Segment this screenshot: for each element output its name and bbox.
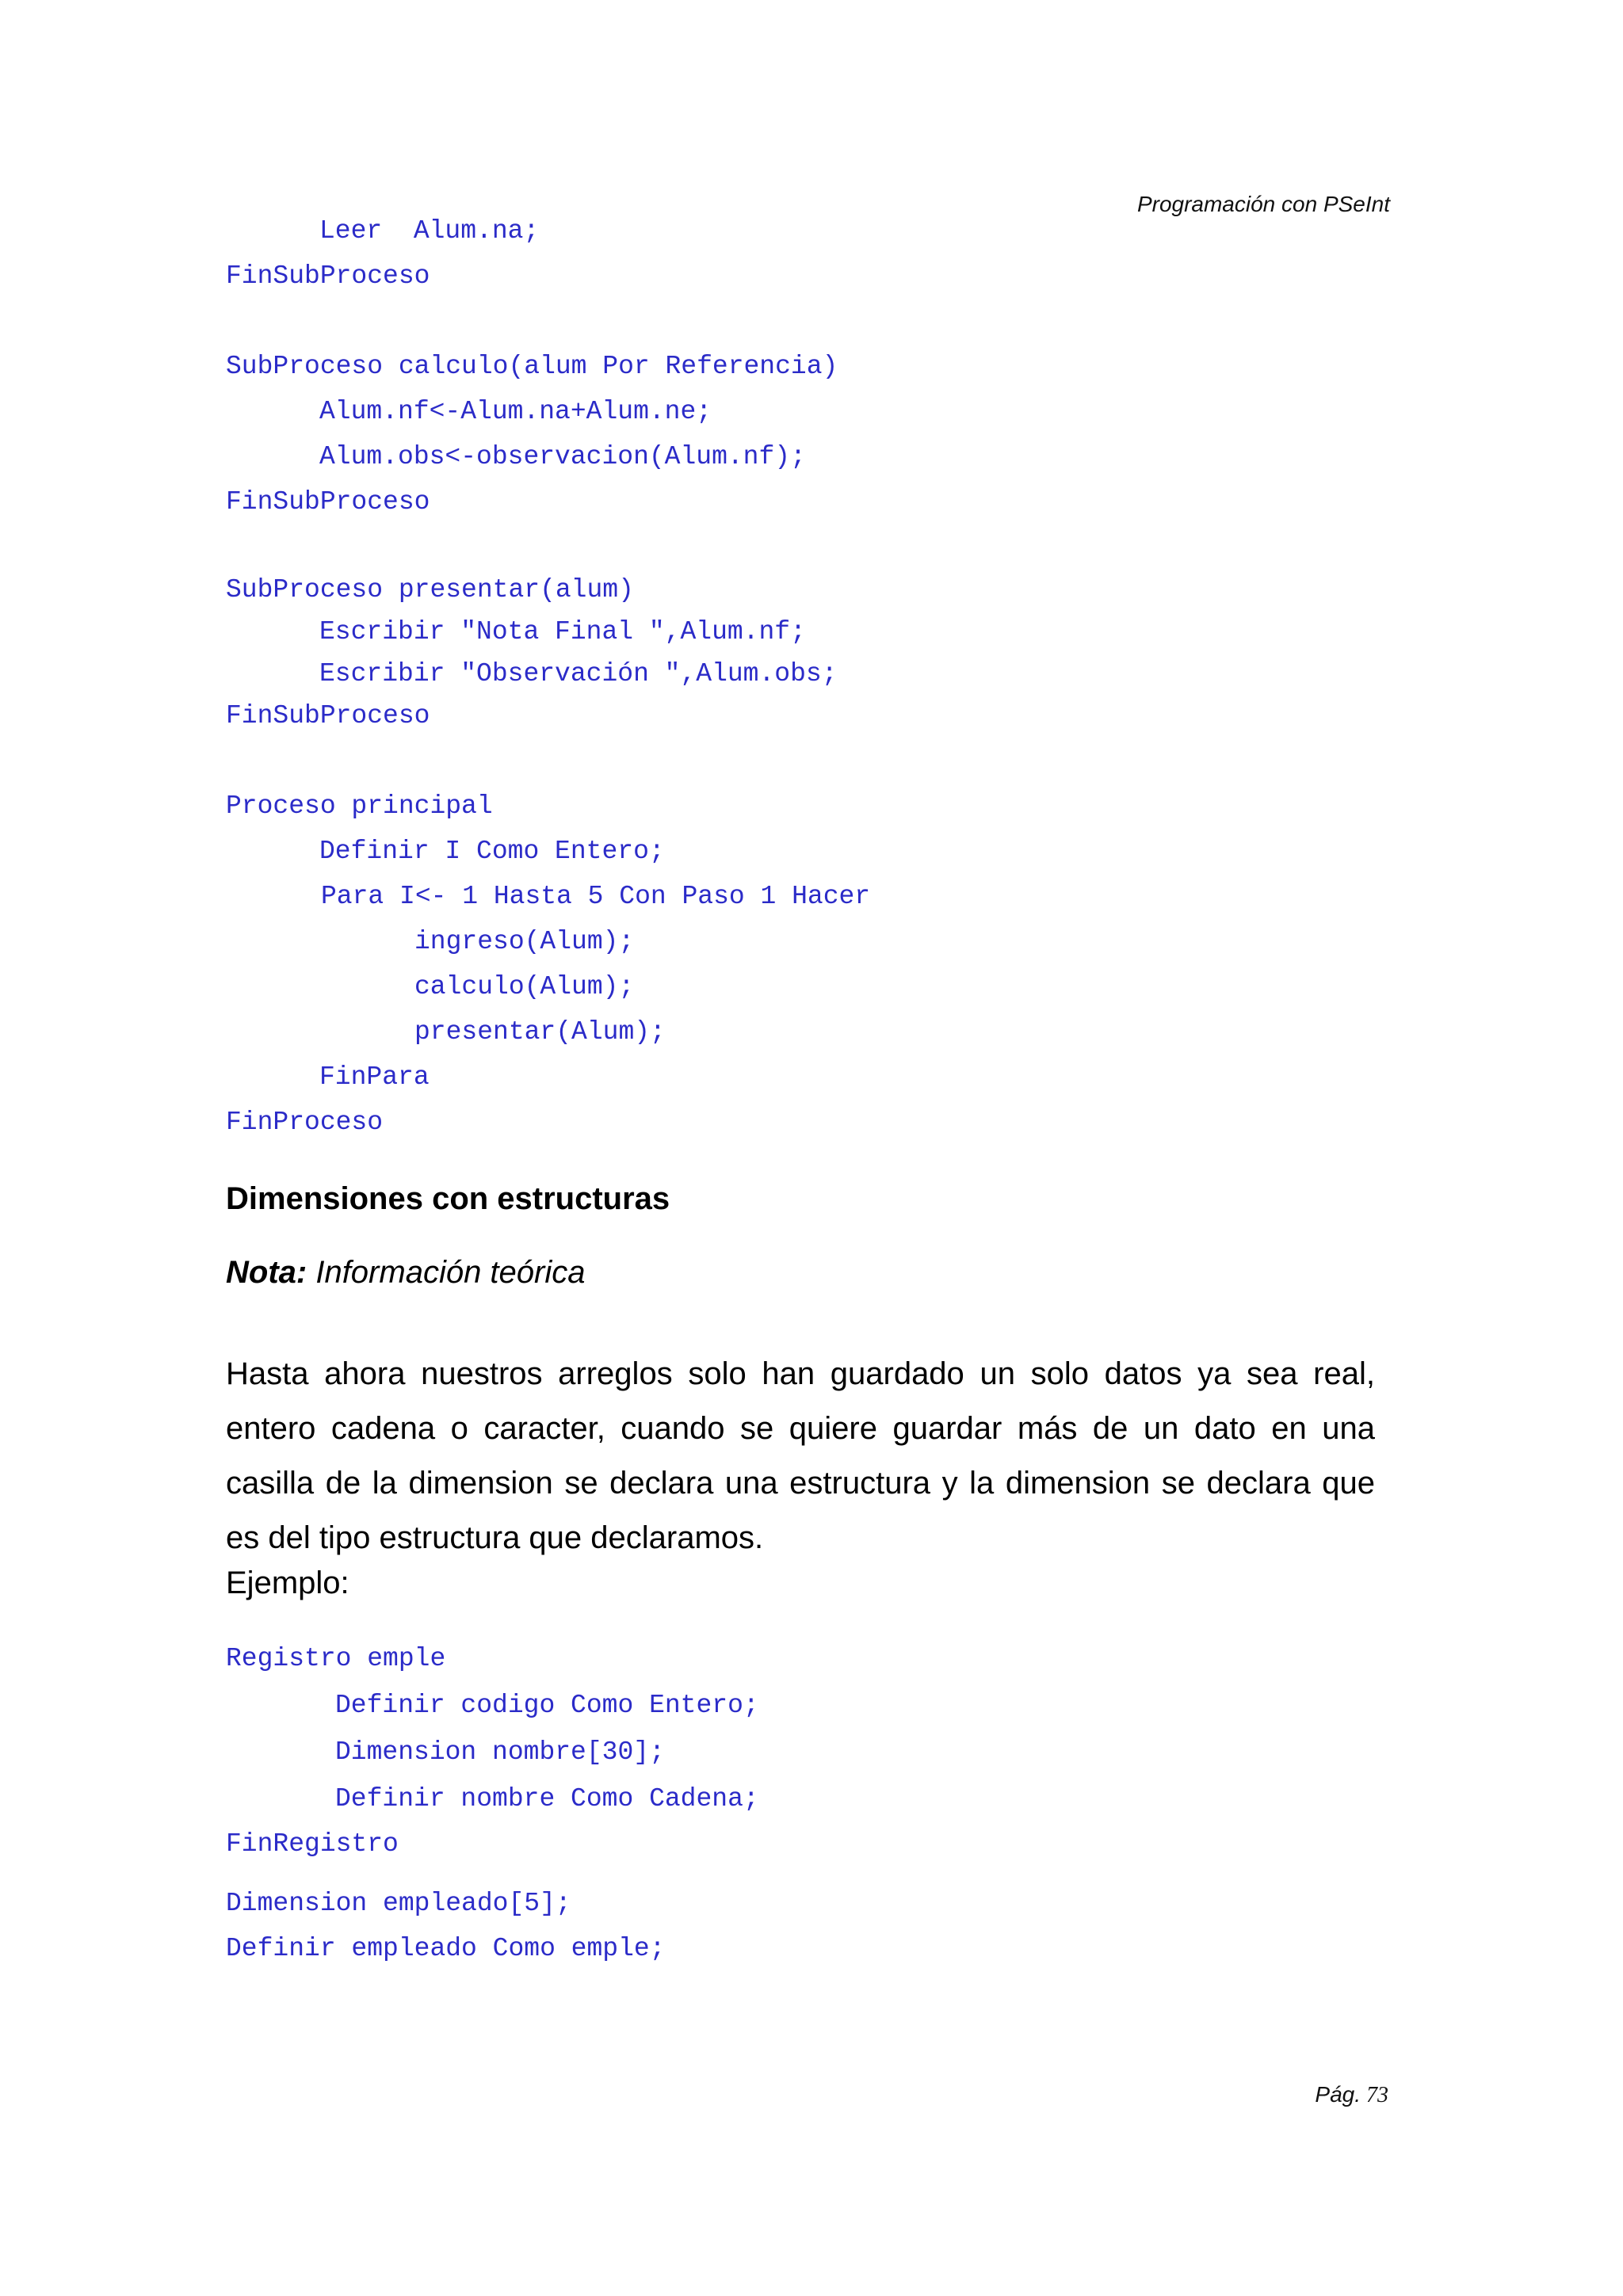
code-line: Escribir "Nota Final ",Alum.nf; — [319, 617, 806, 646]
page-footer — [1315, 2082, 1388, 2108]
code-line: SubProceso presentar(alum) — [226, 575, 634, 605]
code-line: Definir codigo Como Entero; — [335, 1691, 759, 1720]
section-heading: Dimensiones con estructuras — [226, 1181, 670, 1216]
note-label: Nota: — [226, 1255, 307, 1290]
code-line: ingreso(Alum); — [414, 927, 635, 956]
code-line: Dimension nombre[30]; — [335, 1737, 665, 1767]
code-line: FinRegistro — [226, 1829, 399, 1859]
code-line: FinSubProceso — [226, 261, 430, 291]
code-line: Definir nombre Como Cadena; — [335, 1784, 759, 1814]
page-label: Pág. — [1315, 2082, 1361, 2107]
code-line: Para I<- 1 Hasta 5 Con Paso 1 Hacer — [321, 882, 871, 911]
code-line: FinSubProceso — [226, 701, 430, 730]
code-line: SubProceso calculo(alum Por Referencia) — [226, 352, 838, 381]
code-line: Registro emple — [226, 1644, 446, 1673]
body-paragraph: Hasta ahora nuestros arreglos solo han guardado un solo datos ya sea real, entero cadena o caracter, cuando se quiere guardar más de un dato en una casilla de la dimension se declara una estructura y la dimension se declara que es del tipo estructura que declaramos. — [226, 1356, 1375, 1555]
code-line: presentar(Alum); — [414, 1017, 666, 1047]
code-line: Definir I Como Entero; — [319, 837, 665, 866]
code-line: FinProceso — [226, 1108, 384, 1137]
code-line: Proceso principal — [226, 791, 493, 821]
code-line: Alum.obs<-observacion(Alum.nf); — [319, 442, 806, 471]
example-label: Ejemplo: — [226, 1566, 349, 1600]
page-header: Programación con PSeInt — [1136, 192, 1390, 216]
code-line: Escribir "Observación ",Alum.obs; — [319, 659, 838, 688]
note-line — [226, 1255, 586, 1291]
code-line: calculo(Alum); — [414, 972, 635, 1001]
code-line: FinSubProceso — [226, 487, 430, 517]
code-line: Alum.nf<-Alum.na+Alum.ne; — [319, 397, 712, 426]
code-line: Dimension empleado[5]; — [226, 1889, 571, 1918]
code-line: Leer Alum.na; — [319, 216, 540, 246]
code-line: FinPara — [319, 1062, 430, 1092]
code-line: Definir empleado Como emple; — [226, 1934, 666, 1963]
page-number: 73 — [1366, 2083, 1388, 2107]
note-text: Información teórica — [307, 1255, 586, 1290]
